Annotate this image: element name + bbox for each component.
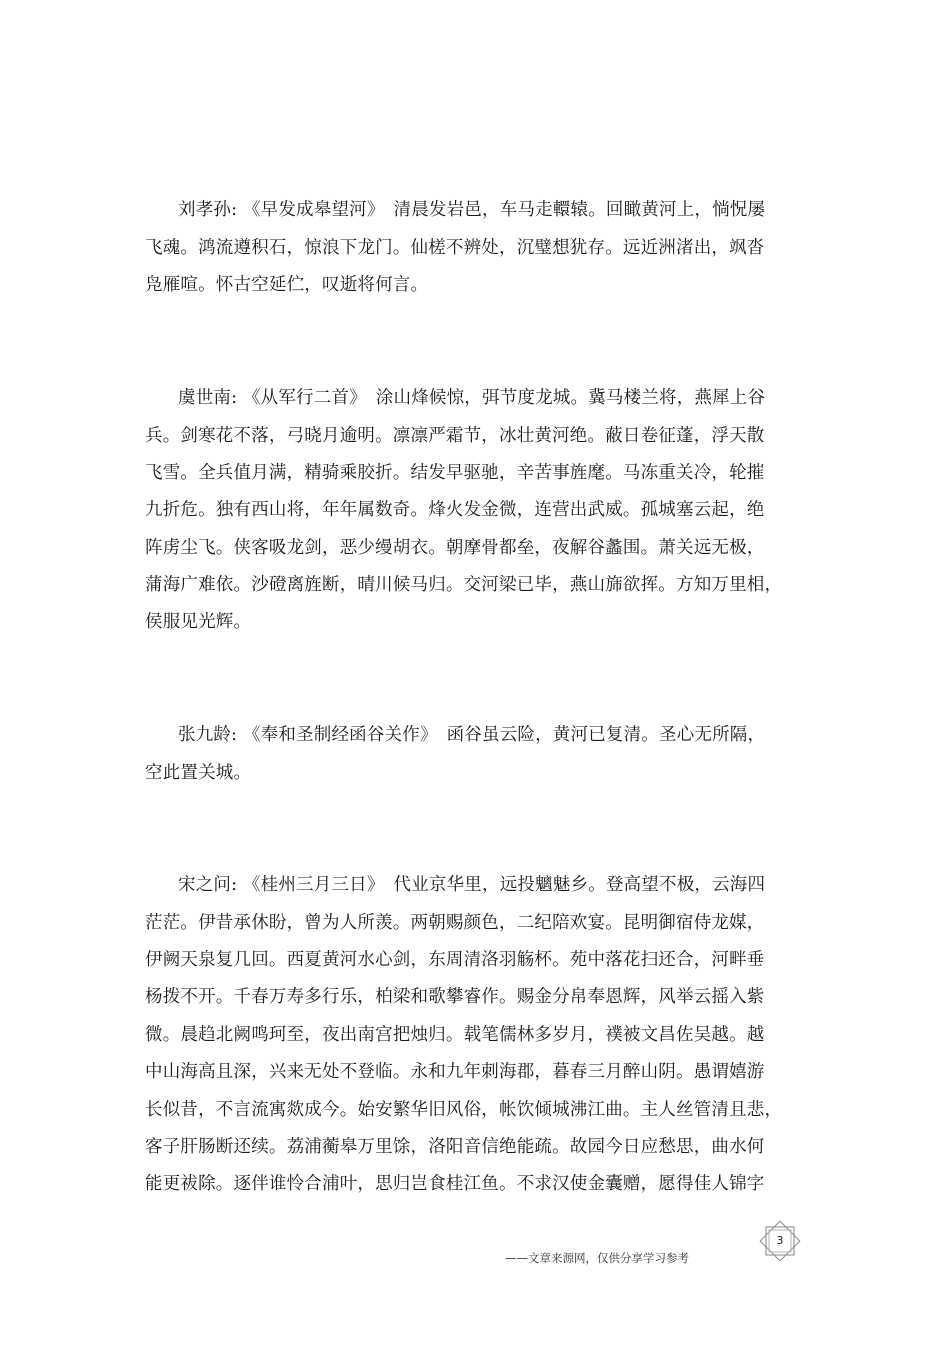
text-line: 阵虏尘飞。侠客吸龙剑，恶少缦胡衣。朝摩骨都垒，夜解谷蠡围。萧关远无极， [145,538,765,558]
footer-source-note: ——文章来源网，仅供分享学习参考 [505,1251,689,1265]
text-line: 空此置关城。 [145,763,252,783]
text-line: 茫茫。伊昔承休盼，曾为人所羡。两朝赐颜色，二纪陪欢宴。昆明御宿侍龙媒， [145,913,765,933]
text-line: 侯服见光辉。 [145,612,252,632]
text-line: 杨拨不开。千春万寿多行乐，柏梁和歌攀睿作。赐金分帛奉恩辉，风举云摇入紫 [145,987,765,1007]
text-line: 飞雪。全兵值月满，精骑乘胶折。结发早驱驰，辛苦事旌麾。马冻重关冷，轮摧 [145,463,765,483]
text-line: 蒲海广难依。沙磴离旌断，晴川候马归。交河梁已毕，燕山旆欲挥。方知万里相， [145,575,783,595]
text-line: 九折危。独有西山将，年年属数奇。烽火发金微，连营出武威。孤城塞云起，绝 [145,500,765,520]
text-line: 中山海高且深，兴来无处不登临。永和九年刺海郡，暮春三月醉山阴。愚谓嬉游 [145,1062,765,1082]
text-line: 宋之问: 《桂州三月三日》 代业京华里，远投魑魅乡。登高望不极，云海四 [178,875,766,895]
text-line: 凫雁喧。怀古空延伫，叹逝将何言。 [145,275,429,295]
page-number-badge [756,1220,804,1262]
text-line: 伊阙天泉复几回。西夏黄河水心剑，东周清洛羽觞杯。苑中落花扫还合，河畔垂 [145,950,765,970]
text-line: 兵。剑寒花不落，弓晓月逾明。凛凛严霜节，冰壮黄河绝。蔽日卷征蓬，浮天散 [145,426,765,446]
text-line: 飞魂。鸿流遵积石，惊浪下龙门。仙槎不辨处，沉璧想犹存。远近洲渚出，飒沓 [145,238,765,258]
text-line: 张九龄: 《奉和圣制经函谷关作》 函谷虽云险，黄河已复清。圣心无所隔， [178,725,766,745]
text-line: 客子肝肠断还续。荔浦蘅皋万里馀，洛阳音信绝能疏。故园今日应愁思，曲水何 [145,1137,765,1157]
page-number: 3 [776,1234,784,1247]
text-line: 微。晨趋北阙鸣珂至，夜出南宫把烛归。载笔儒林多岁月，襆被文昌佐吴越。越 [145,1025,765,1045]
text-line: 能更祓除。逐伴谁怜合浦叶，思归岂食桂江鱼。不求汉使金囊赠，愿得佳人锦字 [145,1174,765,1194]
text-line: 虞世南: 《从军行二首》 涂山烽候惊，弭节度龙城。冀马楼兰将，燕犀上谷 [178,388,766,408]
text-line: 刘孝孙: 《早发成皋望河》 清晨发岩邑，车马走轘辕。回瞰黄河上，惝怳屡 [178,200,766,220]
text-line: 长似昔，不言流寓欻成今。始安繁华旧风俗，帐饮倾城沸江曲。主人丝管清且悲， [145,1100,783,1120]
